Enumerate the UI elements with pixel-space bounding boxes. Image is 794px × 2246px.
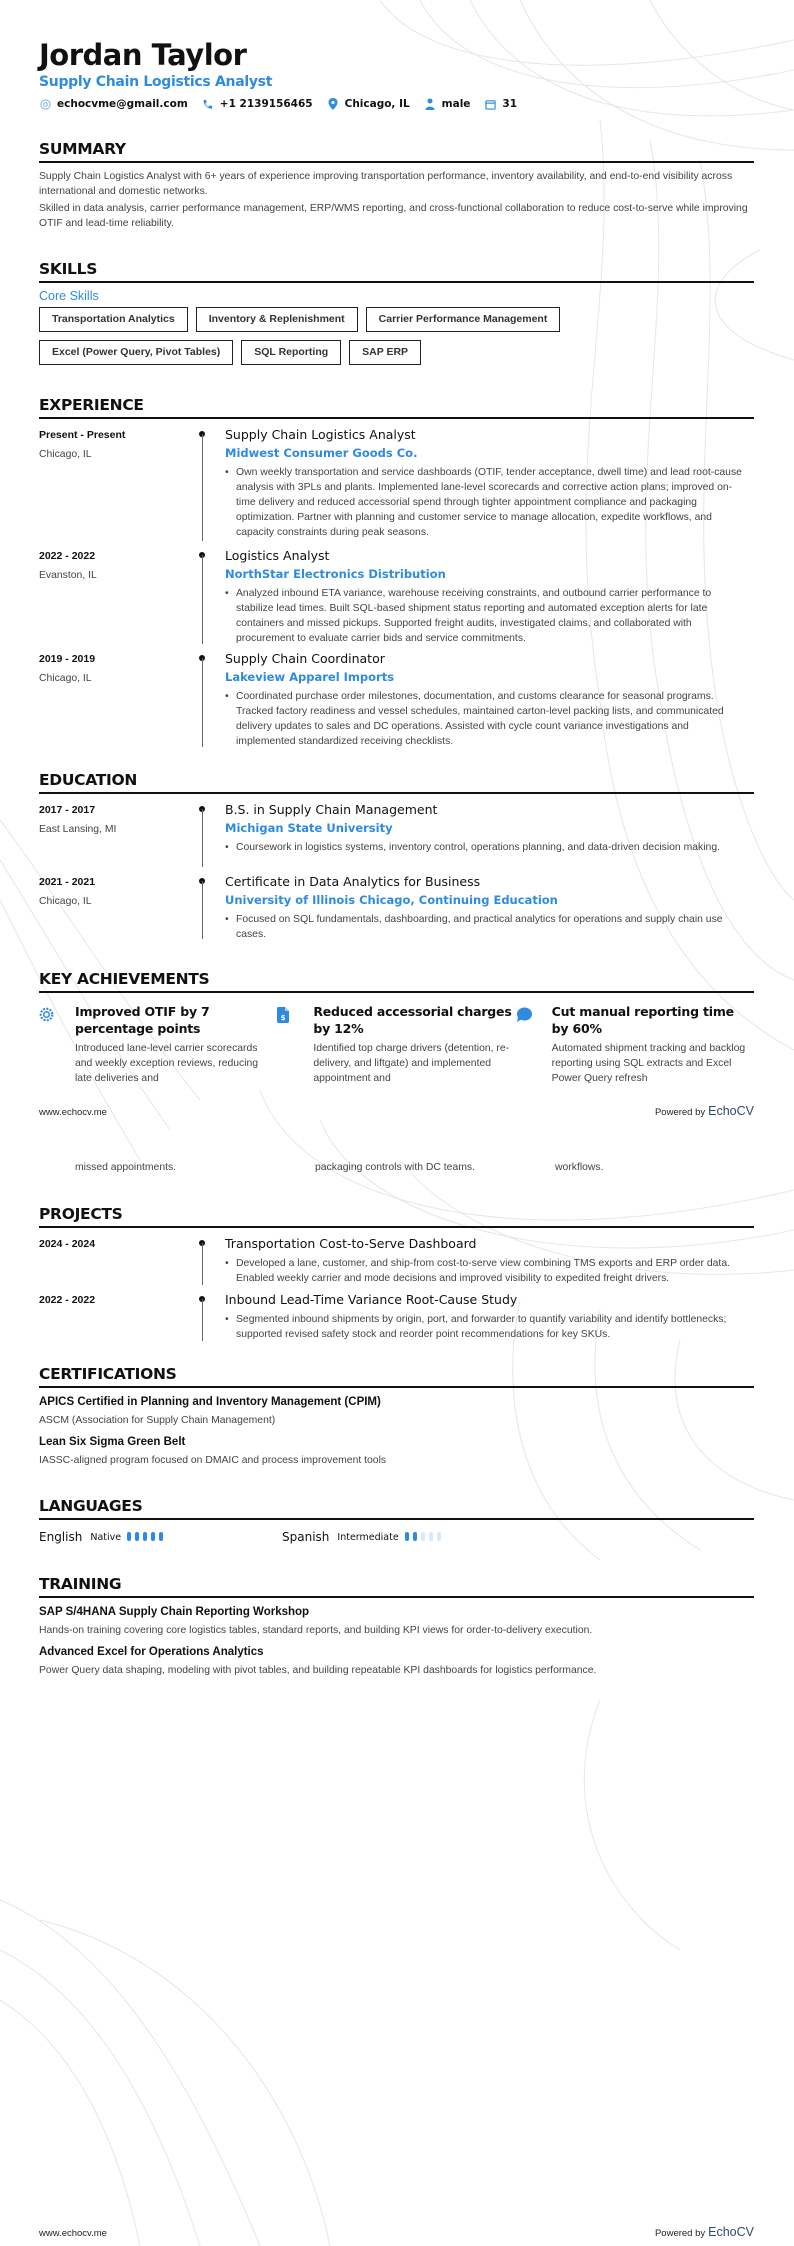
phone-value: +1 2139156465 <box>219 98 313 110</box>
entry-bullet: • Segmented inbound shipments by origin, port, and forwarder to quantify variability and identify bottlenecks; supported revised safety stock and reorder point recommendations for key SKUs. <box>225 1314 727 1340</box>
timeline-line <box>202 1299 203 1341</box>
achievement-description: Introduced lane-level carrier scorecards and weekly exception reviews, reducing late deliveries and <box>75 1043 259 1084</box>
contact-gender <box>424 98 471 110</box>
certifications-heading: CERTIFICATIONS <box>39 1364 754 1388</box>
language-level: Native <box>90 1531 122 1543</box>
entry-dates: 2022 - 2022 <box>39 550 96 562</box>
projects-heading: PROJECTS <box>39 1204 754 1228</box>
experience-entry <box>39 650 754 747</box>
achievement-title: Cut manual reporting time by 60% <box>551 1004 734 1036</box>
contact-row <box>39 98 754 110</box>
proficiency-pip-filled <box>159 1532 163 1541</box>
skill-tag: SQL Reporting <box>241 340 341 365</box>
training-heading: TRAINING <box>39 1574 754 1598</box>
footer-powered-by: Powered by EchoCV <box>654 1104 754 1118</box>
proficiency-meter <box>127 1528 167 1546</box>
chat-bubble-icon <box>516 1003 552 1086</box>
achievement-title: Reduced accessorial charges by 12% <box>313 1004 512 1036</box>
proficiency-pip-empty <box>429 1532 433 1541</box>
entry-bullet: • Coordinated purchase order milestones, documentation, and customs clearance for seasonal programs. Tracked factory readiness and vessel schedules, maintained carton-level packing lists, and communicated delivery updates to sales and DC operations. Assisted with cycle count variance investigations and implemented standardized receiving checklists. <box>225 691 724 747</box>
summary-paragraph: Skilled in data analysis, carrier performance management, ERP/WMS reporting, and cross-functional collaboration to reduce cost-to-serve while improving OTIF and lead-time reliability. <box>39 203 748 229</box>
footer-powered-by: Powered by EchoCV <box>654 2225 754 2239</box>
map-pin-icon <box>327 98 339 110</box>
timeline-rail <box>199 650 225 747</box>
timeline-line <box>202 1243 203 1285</box>
education-entry <box>39 873 754 939</box>
timeline-rail <box>199 1235 225 1285</box>
experience-entry <box>39 426 754 541</box>
age-value: 31 <box>502 98 518 110</box>
language-name: English <box>39 1530 83 1544</box>
entry-bullet: • Developed a lane, customer, and ship-from cost-to-serve view combining TMS exports and ERP order data. Enabled weekly carrier and mode decisions and improved visibility to expedited freight drivers. <box>225 1258 730 1284</box>
entry-bullet: • Analyzed inbound ETA variance, warehouse receiving constraints, and outbound carrier performance to stabilize lead times. Built SQL-based shipment status reporting and automated exception alerts for late containers and missed pickups. Supported freight audits, investigated claims, and collaborated with procurement to evaluate carrier bids and service commitments. <box>225 588 712 644</box>
calendar-icon <box>484 98 496 110</box>
entry-dates: 2022 - 2022 <box>39 1294 96 1306</box>
proficiency-pip-filled <box>405 1532 409 1541</box>
entry-degree: Certificate in Data Analytics for Business <box>225 874 481 889</box>
resume-header <box>39 38 754 110</box>
timeline-rail <box>199 426 225 541</box>
entry-location: Chicago, IL <box>39 449 92 460</box>
entry-location: Chicago, IL <box>39 896 92 907</box>
entry-role: Logistics Analyst <box>225 548 330 563</box>
entry-dates: 2019 - 2019 <box>39 653 96 665</box>
project-name: Inbound Lead-Time Variance Root-Cause Study <box>225 1292 518 1307</box>
timeline-line <box>202 809 203 867</box>
summary-paragraph: Supply Chain Logistics Analyst with 6+ years of experience improving transportation performance, inventory availability, and end-to-end visibility across international and domestic networks. <box>39 171 733 197</box>
email-value: echocvme@gmail.com <box>57 98 188 110</box>
achievement-description-continued: workflows. <box>555 1162 604 1173</box>
skill-tags <box>39 307 754 373</box>
timeline-rail <box>199 1291 225 1341</box>
achievement-description: Automated shipment tracking and backlog reporting using SQL extracts and Excel Power Query refresh <box>551 1043 746 1084</box>
location-value: Chicago, IL <box>344 98 410 110</box>
skill-tag: Carrier Performance Management <box>366 307 561 332</box>
at-icon <box>39 98 51 110</box>
proficiency-pip-filled <box>151 1532 155 1541</box>
entry-dates: 2017 - 2017 <box>39 804 96 816</box>
skill-tag: Transportation Analytics <box>39 307 188 332</box>
certifications-section <box>39 1364 754 1468</box>
skill-tag: Inventory & Replenishment <box>196 307 358 332</box>
skills-heading: SKILLS <box>39 259 754 283</box>
achievements-heading: KEY ACHIEVEMENTS <box>39 969 754 993</box>
language-item <box>39 1528 282 1546</box>
proficiency-pip-filled <box>127 1532 131 1541</box>
certification-name: Lean Six Sigma Green Belt <box>39 1436 186 1448</box>
contact-phone[interactable] <box>202 98 313 110</box>
entry-bullet: • Coursework in logistics systems, inventory control, operations planning, and data-driven decision making. <box>225 842 720 853</box>
proficiency-pip-filled <box>413 1532 417 1541</box>
experience-entry <box>39 547 754 644</box>
achievement-title: Improved OTIF by 7 percentage points <box>75 1004 210 1036</box>
proficiency-pip-empty <box>437 1532 441 1541</box>
languages-row <box>39 1528 754 1546</box>
experience-heading: EXPERIENCE <box>39 395 754 419</box>
entry-role: Supply Chain Coordinator <box>225 651 385 666</box>
summary-section <box>39 139 754 231</box>
education-heading: EDUCATION <box>39 770 754 794</box>
entry-bullet: • Own weekly transportation and service dashboards (OTIF, tender acceptance, dwell time) and lead root-cause analysis with 3PLs and plants. Implemented lane-level scorecards and corrective action plans; improved on-time delivery and reduced accessorial spend through tighter appointment compliance and packaging optimization. Partner with planning and customer service to manage allocation, expedite workflows, and capacity constraints during peak seasons. <box>225 467 742 538</box>
timeline-line <box>202 555 203 644</box>
training-section <box>39 1574 754 1678</box>
project-entry <box>39 1235 754 1285</box>
entry-organization: Midwest Consumer Goods Co. <box>225 446 418 460</box>
achievement-description-continued: missed appointments. <box>75 1162 177 1173</box>
timeline-line <box>202 881 203 939</box>
entry-dates: 2021 - 2021 <box>39 876 96 888</box>
summary-heading: SUMMARY <box>39 139 754 163</box>
entry-location: Chicago, IL <box>39 673 92 684</box>
certification-name: APICS Certified in Planning and Inventory Management (CPIM) <box>39 1396 381 1408</box>
proficiency-pip-filled <box>135 1532 139 1541</box>
entry-location: East Lansing, MI <box>39 824 117 835</box>
entry-dates: Present - Present <box>39 429 126 441</box>
proficiency-pip-filled <box>143 1532 147 1541</box>
proficiency-meter <box>405 1528 445 1546</box>
candidate-name: Jordan Taylor <box>39 38 247 72</box>
timeline-line <box>202 434 203 541</box>
timeline-rail <box>199 873 225 939</box>
footer-brand[interactable]: EchoCV <box>708 2225 754 2239</box>
skills-section <box>39 259 754 373</box>
entry-role: Supply Chain Logistics Analyst <box>225 427 416 442</box>
project-entry <box>39 1291 754 1341</box>
skill-tag: Excel (Power Query, Pivot Tables) <box>39 340 233 365</box>
education-section <box>39 770 754 939</box>
contact-location <box>327 98 410 110</box>
projects-section <box>39 1204 754 1341</box>
timeline-rail <box>199 801 225 867</box>
timeline-rail <box>199 547 225 644</box>
achievement-item <box>277 1003 515 1086</box>
achievement-item <box>39 1003 277 1086</box>
entry-dates: 2024 - 2024 <box>39 1238 96 1250</box>
gear-icon <box>39 1003 75 1086</box>
training-name: SAP S/4HANA Supply Chain Reporting Workshop <box>39 1606 310 1618</box>
certification-issuer: IASSC-aligned program focused on DMAIC and process improvement tools <box>39 1455 387 1466</box>
footer-website-link[interactable]: www.echocv.me <box>39 2228 107 2239</box>
project-name: Transportation Cost-to-Serve Dashboard <box>225 1236 477 1251</box>
achievements-row <box>39 1003 754 1086</box>
language-item <box>282 1528 525 1546</box>
education-entry <box>39 801 754 867</box>
training-description: Power Query data shaping, modeling with pivot tables, and building repeatable KPI dashboards for logistics performance. <box>39 1665 597 1676</box>
proficiency-pip-empty <box>421 1532 425 1541</box>
experience-section <box>39 395 754 747</box>
gender-value: male <box>441 98 471 110</box>
dollar-document-icon <box>277 1003 313 1086</box>
skills-group-label: Core Skills <box>39 289 99 303</box>
user-icon <box>424 98 436 110</box>
skill-tag: SAP ERP <box>349 340 421 365</box>
languages-heading: LANGUAGES <box>39 1496 754 1520</box>
training-description: Hands-on training covering core logistics tables, standard reports, and building KPI views for order-to-delivery execution. <box>39 1625 593 1636</box>
languages-section <box>39 1496 754 1546</box>
page-footer <box>39 1104 754 1118</box>
achievement-description-continued: packaging controls with DC teams. <box>315 1162 475 1173</box>
language-level: Intermediate <box>337 1531 399 1543</box>
certification-issuer: ASCM (Association for Supply Chain Management) <box>39 1415 276 1426</box>
entry-organization: Lakeview Apparel Imports <box>225 670 395 684</box>
training-name: Advanced Excel for Operations Analytics <box>39 1646 264 1658</box>
achievement-description: Identified top charge drivers (detention, re-delivery, and liftgate) and implemented appointment and <box>313 1043 510 1084</box>
entry-location: Evanston, IL <box>39 570 97 581</box>
candidate-title: Supply Chain Logistics Analyst <box>39 74 273 90</box>
footer-brand[interactable]: EchoCV <box>708 1104 754 1118</box>
contact-age <box>484 98 517 110</box>
entry-school: University of Illinois Chicago, Continuing Education <box>225 893 558 907</box>
page-footer <box>39 2225 754 2239</box>
footer-website-link[interactable]: www.echocv.me <box>39 1107 107 1118</box>
achievement-item <box>516 1003 754 1086</box>
entry-degree: B.S. in Supply Chain Management <box>225 802 438 817</box>
language-name: Spanish <box>282 1530 330 1544</box>
achievements-section <box>39 969 754 1086</box>
svg-text:$: $ <box>280 1014 286 1022</box>
entry-organization: NorthStar Electronics Distribution <box>225 567 446 581</box>
entry-bullet: • Focused on SQL fundamentals, dashboarding, and practical analytics for operations and supply chain use cases. <box>225 914 723 940</box>
entry-school: Michigan State University <box>225 821 393 835</box>
contact-email[interactable] <box>39 98 188 110</box>
phone-icon <box>202 98 214 110</box>
timeline-line <box>202 658 203 747</box>
